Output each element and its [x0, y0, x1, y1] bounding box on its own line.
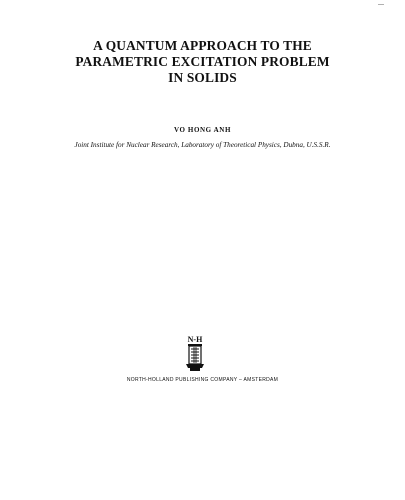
logo-monogram: N-H [187, 335, 203, 344]
publisher-imprint: NORTH-HOLLAND PUBLISHING COMPANY – AMSTERDAM [126, 377, 279, 383]
north-holland-logo-icon [181, 333, 209, 373]
book-title [40, 38, 365, 86]
title-line-2: PARAMETRIC EXCITATION PROBLEM [75, 54, 330, 69]
title-line-1: A QUANTUM APPROACH TO THE [93, 38, 312, 53]
scan-mark [378, 4, 384, 5]
author-name: VO HONG ANH [173, 126, 232, 134]
title-line-3: IN SOLIDS [168, 70, 237, 85]
author-affiliation: Joint Institute for Nuclear Research, Laboratory of Theoretical Physics, Dubna, U.S.S.R. [74, 141, 331, 149]
